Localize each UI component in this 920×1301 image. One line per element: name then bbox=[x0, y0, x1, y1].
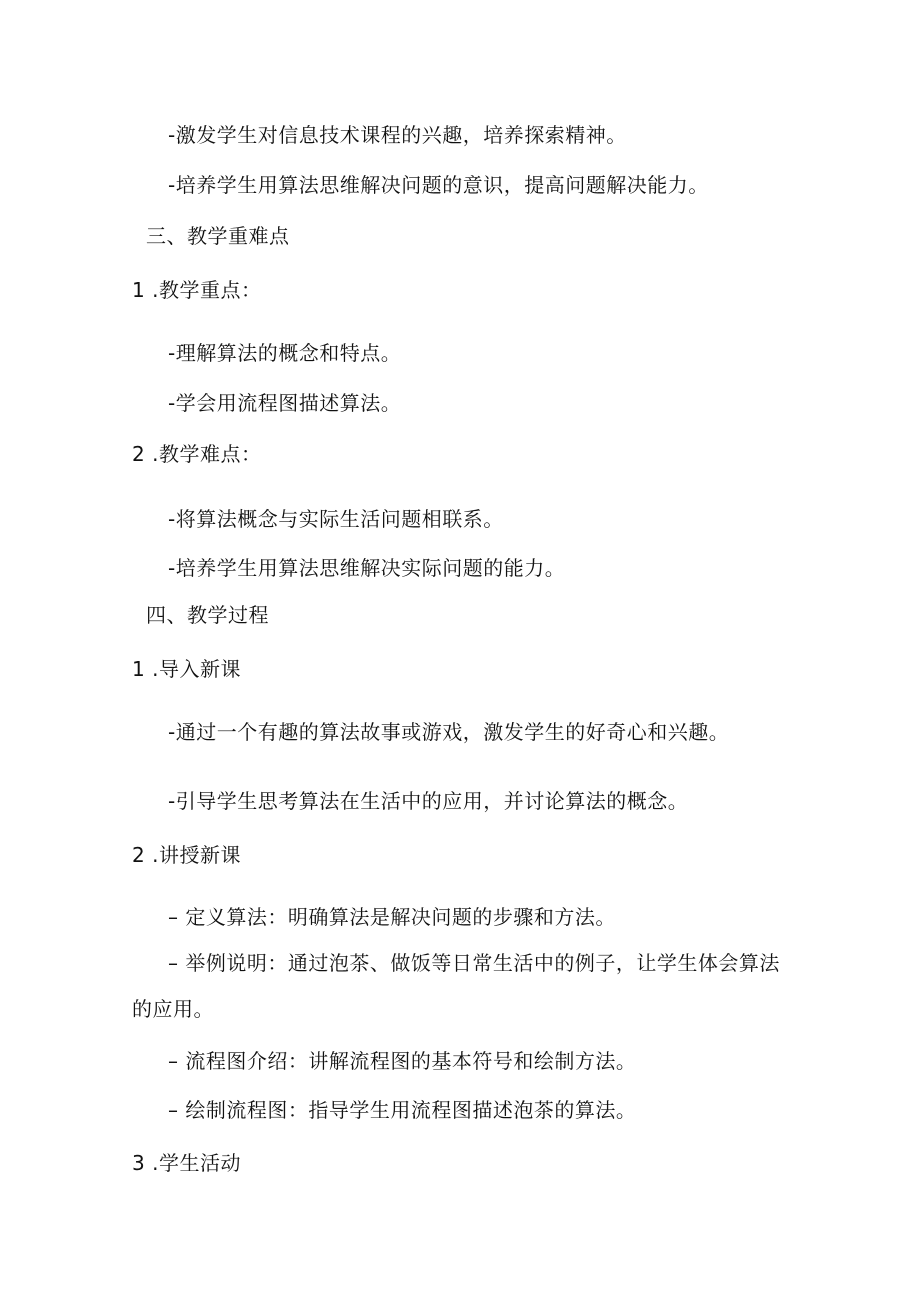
teaching-item-1: – 定义算法：明确算法是解决问题的步骤和方法。 bbox=[168, 905, 616, 929]
subheading-difficulty: 2 .教学难点： bbox=[132, 442, 262, 466]
goal-interest: -激发学生对信息技术课程的兴趣，培养探索精神。 bbox=[168, 123, 627, 147]
difficulty-item-1: -将算法概念与实际生活问题相联系。 bbox=[168, 507, 504, 531]
focus-item-2: -学会用流程图描述算法。 bbox=[168, 391, 402, 415]
difficulty-item-2: -培养学生用算法思维解决实际问题的能力。 bbox=[168, 556, 566, 580]
subheading-intro: 1 .导入新课 bbox=[132, 657, 241, 681]
intro-item-2: -引导学生思考算法在生活中的应用，并讨论算法的概念。 bbox=[168, 789, 689, 813]
subheading-teaching: 2 .讲授新课 bbox=[132, 843, 241, 867]
teaching-item-2: – 举例说明：通过泡茶、做饭等日常生活中的例子，让学生体会算法的应用。 bbox=[132, 951, 780, 1021]
teaching-item-4: – 绘制流程图：指导学生用流程图描述泡茶的算法。 bbox=[168, 1098, 637, 1122]
subheading-activities: 3 .学生活动 bbox=[132, 1151, 241, 1175]
intro-item-1: -通过一个有趣的算法故事或游戏，激发学生的好奇心和兴趣。 bbox=[168, 720, 730, 744]
section-heading-key-points: 三、教学重难点 bbox=[146, 224, 290, 248]
subheading-key-focus: 1 .教学重点： bbox=[132, 278, 262, 302]
focus-item-1: -理解算法的概念和特点。 bbox=[168, 341, 402, 365]
teaching-item-3: – 流程图介绍：讲解流程图的基本符号和绘制方法。 bbox=[168, 1049, 637, 1073]
section-heading-process: 四、教学过程 bbox=[146, 603, 269, 627]
goal-algorithm-thinking: -培养学生用算法思维解决问题的意识，提高问题解决能力。 bbox=[168, 173, 709, 197]
